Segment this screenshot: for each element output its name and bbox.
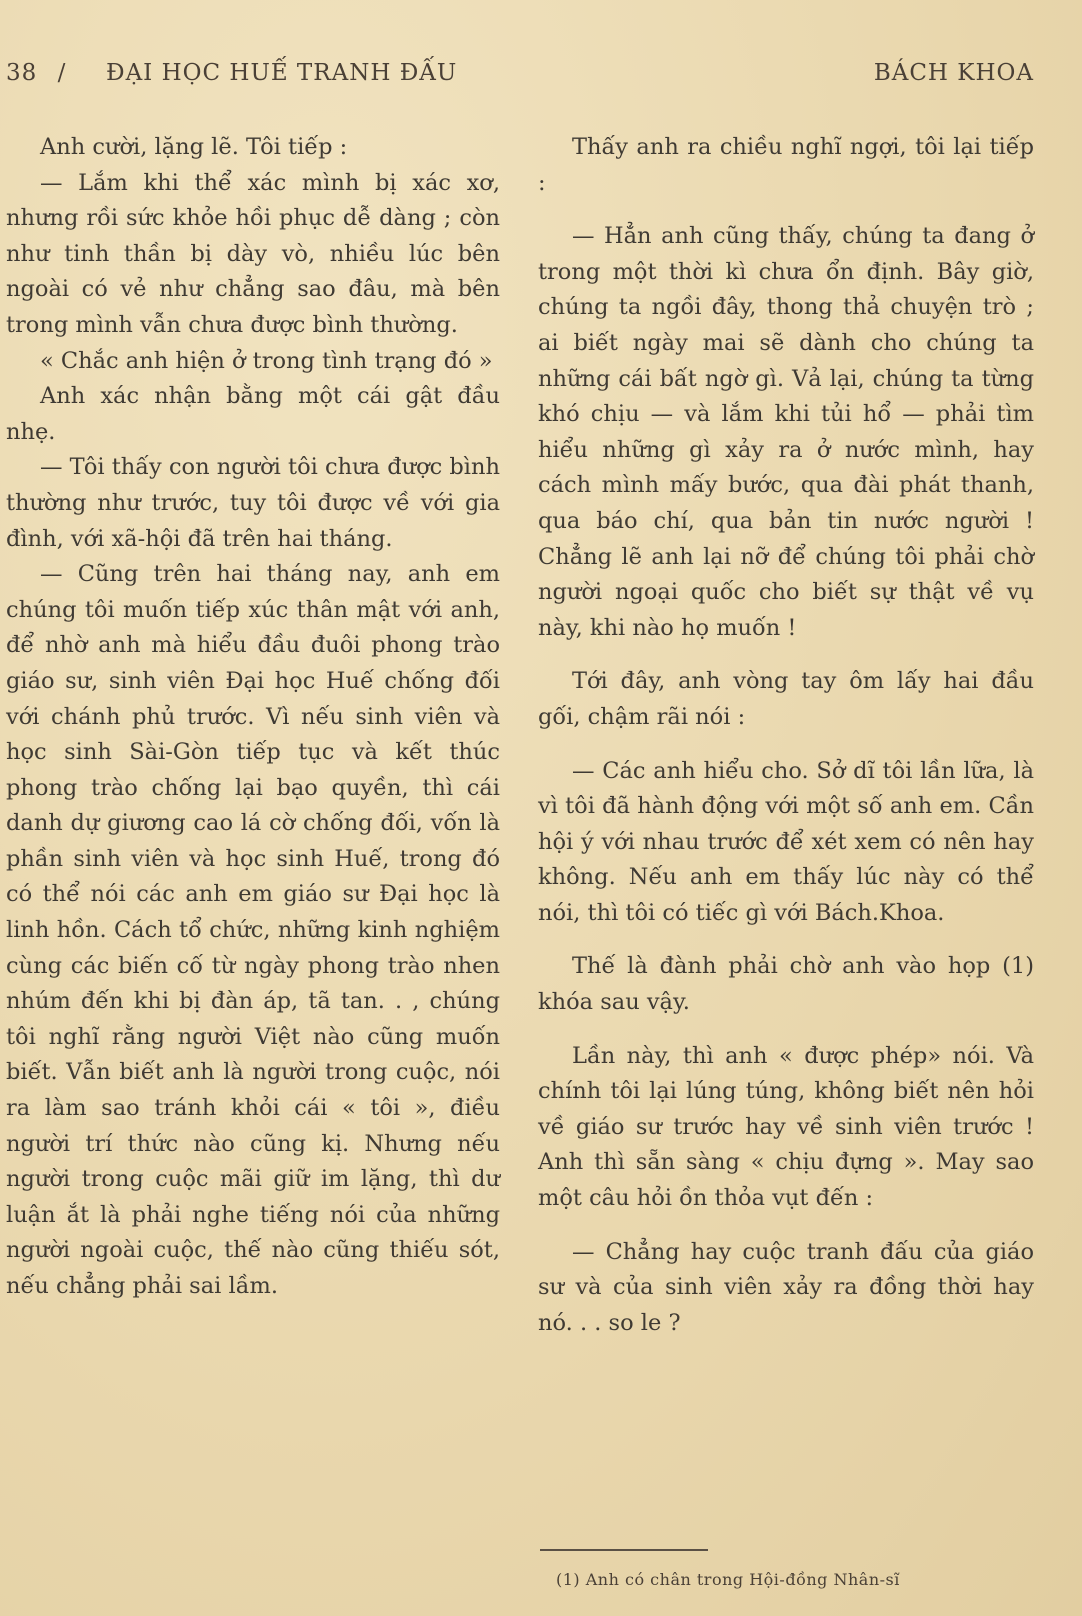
paragraph: — Cũng trên hai tháng nay, anh em chúng tôi muốn tiếp xúc thân mật với anh, để nhờ anh mà hiểu đầu đuôi phong trào giáo sư, sinh viên Đại học Huế chống đối với chánh phủ trước. Vì nếu sinh viên và học sinh Sài-Gòn tiếp tục và kết thúc phong trào chống lại bạo quyền, thì cái danh dự giương cao lá cờ chống đối, vốn là phần sinh viên và học sinh Huế, trong đó có thể nói các anh em giáo sư Đại học là linh hồn. Cách tổ chức, những kinh nghiệm cùng các biến cố từ ngày phong trào nhen nhúm đến khi bị đàn áp, tã tan. . , chúng tôi nghĩ rằng người Việt nào cũng muốn biết. Vẫn biết anh là người trong cuộc, nói ra làm sao tránh khỏi cái « tôi », điều người trí thức nào cũng kị. Nhưng nếu người trong cuộc mãi giữ im lặng, thì dư luận ắt là phải nghe tiếng nói của những người ngoài cuộc, thế nào cũng thiếu sót, nếu chẳng phải sai lầm. — [6, 561, 500, 1299]
magazine-name: BÁCH KHOA — [873, 60, 1034, 86]
paragraph: Anh xác nhận bằng một cái gật đầu nhẹ. — [6, 383, 500, 445]
paragraph: Tới đây, anh vòng tay ôm lấy hai đầu gối, chậm rãi nói : — [538, 668, 1034, 730]
paragraph: — Lắm khi thể xác mình bị xác xơ, nhưng rồi sức khỏe hồi phục dễ dàng ; còn như tinh thần bị dày vò, nhiều lúc bên ngoài có vẻ như chẳng sao đâu, mà bên trong mình vẫn chưa được bình thường. — [6, 169, 500, 338]
paragraph: « Chắc anh hiện ở trong tình trạng đó » — [40, 347, 493, 374]
right-column — [538, 130, 1034, 1341]
article-title: ĐẠI HỌC HUẾ TRANH ĐẤU — [106, 60, 458, 86]
footnote-divider — [540, 1549, 708, 1551]
paragraph: Thấy anh ra chiều nghĩ ngợi, tôi lại tiếp : — [538, 134, 1034, 196]
paragraph: — Chẳng hay cuộc tranh đấu của giáo sư và của sinh viên xảy ra đồng thời hay nó. . . so le ? — [538, 1238, 1034, 1336]
paragraph: Anh cười, lặng lẽ. Tôi tiếp : — [40, 134, 348, 160]
paragraph: Thế là đành phải chờ anh vào họp (1) khóa sau vậy. — [538, 953, 1034, 1016]
paragraph: Lần này, thì anh « được phép» nói. Và chính tôi lại lúng túng, không biết nên hỏi về giáo sư trước hay về sinh viên trước ! Anh thì sẵn sàng « chịu đựng ». May sao một câu hỏi ồn thỏa vụt đến : — [538, 1042, 1034, 1212]
left-column — [6, 130, 500, 1305]
header-separator: / — [57, 60, 67, 86]
paragraph: — Các anh hiểu cho. Sở dĩ tôi lần lữa, là vì tôi đã hành động với một số anh em. Cần hội ý với nhau trước để xét xem có nên hay không. Nếu anh em thấy lúc này có thể nói, thì tôi có tiếc gì với Bách.Khoa. — [538, 757, 1034, 926]
paragraph: — Hẳn anh cũng thấy, chúng ta đang ở trong một thời kì chưa ổn định. Bây giờ, chúng ta ngồi đây, thong thả chuyện trò ; ai biết ngày mai sẽ dành cho chúng ta những cái bất ngờ gì. Vả lại, chúng ta từng khó chịu — và lắm khi tủi hổ — phải tìm hiểu những gì xảy ra ở nước mình, hay cách mình mấy bước, qua đài phát thanh, qua báo chí, qua bản tin nước người ! Chẳng lẽ anh lại nỡ để chúng tôi phải chờ người ngoại quốc cho biết sự thật về vụ này, khi nào họ muốn ! — [538, 223, 1034, 641]
running-header — [6, 60, 1034, 100]
footnote: (1) Anh có chân trong Hội-đồng Nhân-sĩ — [556, 1570, 900, 1589]
paragraph: — Tôi thấy con người tôi chưa được bình thường như trước, tuy tôi được về với gia đình, với xã-hội đã trên hai tháng. — [6, 454, 500, 552]
page-number: 38 / — [6, 60, 67, 86]
